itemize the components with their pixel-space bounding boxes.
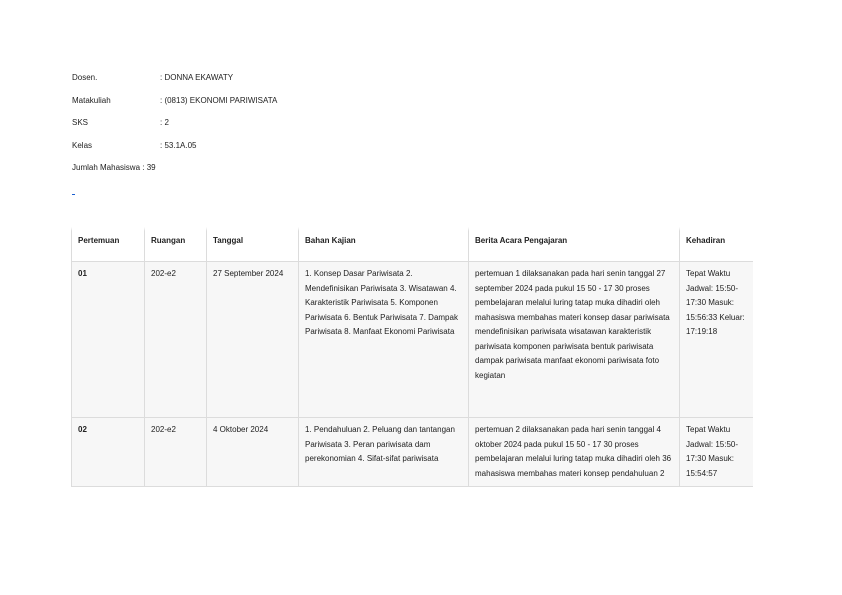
link-marker[interactable] [72, 194, 75, 195]
header-tanggal: Tanggal [207, 227, 299, 262]
header-kehadiran: Kehadiran [680, 227, 754, 262]
info-label: Kelas [72, 140, 93, 150]
cell-kehadiran: Tepat Waktu Jadwal: 15:50-17:30 Masuk: 15:54:57 [680, 418, 754, 487]
cell-berita-acara: pertemuan 1 dilaksanakan pada hari senin tanggal 27 september 2024 pada pukul 15 50 - 17 30 proses pembelajaran melalui luring tatap muka dihadiri oleh mahasiswa membahas materi konsep dasar pariwisata mendefinisikan pariwisata wisatawan karakteristik pariwisata komponen pariwisata bentuk pariwisata dampak pariwisata manfaat ekonomi pariwisata foto kegiatan [469, 262, 680, 418]
info-label: Matakuliah [72, 95, 111, 105]
attendance-table [71, 227, 753, 487]
header-pertemuan: Pertemuan [72, 227, 145, 262]
table-row [72, 262, 754, 418]
cell-bahan-kajian: 1. Pendahuluan 2. Peluang dan tantangan Pariwisata 3. Peran pariwisata dam perekonomian 4. Sifat-sifat pariwisata [299, 418, 469, 487]
table-top-fade [71, 227, 753, 231]
cell-pertemuan: 02 [72, 418, 145, 487]
info-value: : 53.1A.05 [160, 140, 197, 150]
cell-bahan-kajian: 1. Konsep Dasar Pariwisata 2. Mendefinisikan Pariwisata 3. Wisatawan 4. Karakteristik Pariwisata 5. Komponen Pariwisata 6. Bentuk Pariwisata 7. Dampak Pariwisata 8. Manfaat Ekonomi Pariwisata [299, 262, 469, 418]
header-berita-acara: Berita Acara Pengajaran [469, 227, 680, 262]
cell-pertemuan: 01 [72, 262, 145, 418]
cell-ruangan: 202-e2 [145, 418, 207, 487]
table-header-row [72, 227, 754, 262]
cell-tanggal: 4 Oktober 2024 [207, 418, 299, 487]
header-ruangan: Ruangan [145, 227, 207, 262]
header-bahan-kajian: Bahan Kajian [299, 227, 469, 262]
info-label: Jumlah Mahasiswa : 39 [72, 163, 156, 173]
attendance-table-container [71, 227, 753, 516]
info-label: Dosen. [72, 73, 98, 82]
table-row [72, 418, 754, 487]
cell-tanggal: 27 September 2024 [207, 262, 299, 418]
info-value: : DONNA EKAWATY [160, 73, 234, 82]
info-value: : (0813) EKONOMI PARIWISATA [160, 95, 278, 105]
info-label: SKS [72, 118, 89, 128]
cell-ruangan: 202-e2 [145, 262, 207, 418]
cell-kehadiran: Tepat Waktu Jadwal: 15:50-17:30 Masuk: 15:56:33 Keluar: 17:19:18 [680, 262, 754, 418]
info-value: : 2 [160, 118, 169, 128]
cell-berita-acara: pertemuan 2 dilaksanakan pada hari senin tanggal 4 oktober 2024 pada pukul 15 50 - 17 30 proses pembelajaran melalui luring tatap muka dihadiri oleh 36 mahasiswa membahas materi konsep pendahuluan 2 [469, 418, 680, 487]
